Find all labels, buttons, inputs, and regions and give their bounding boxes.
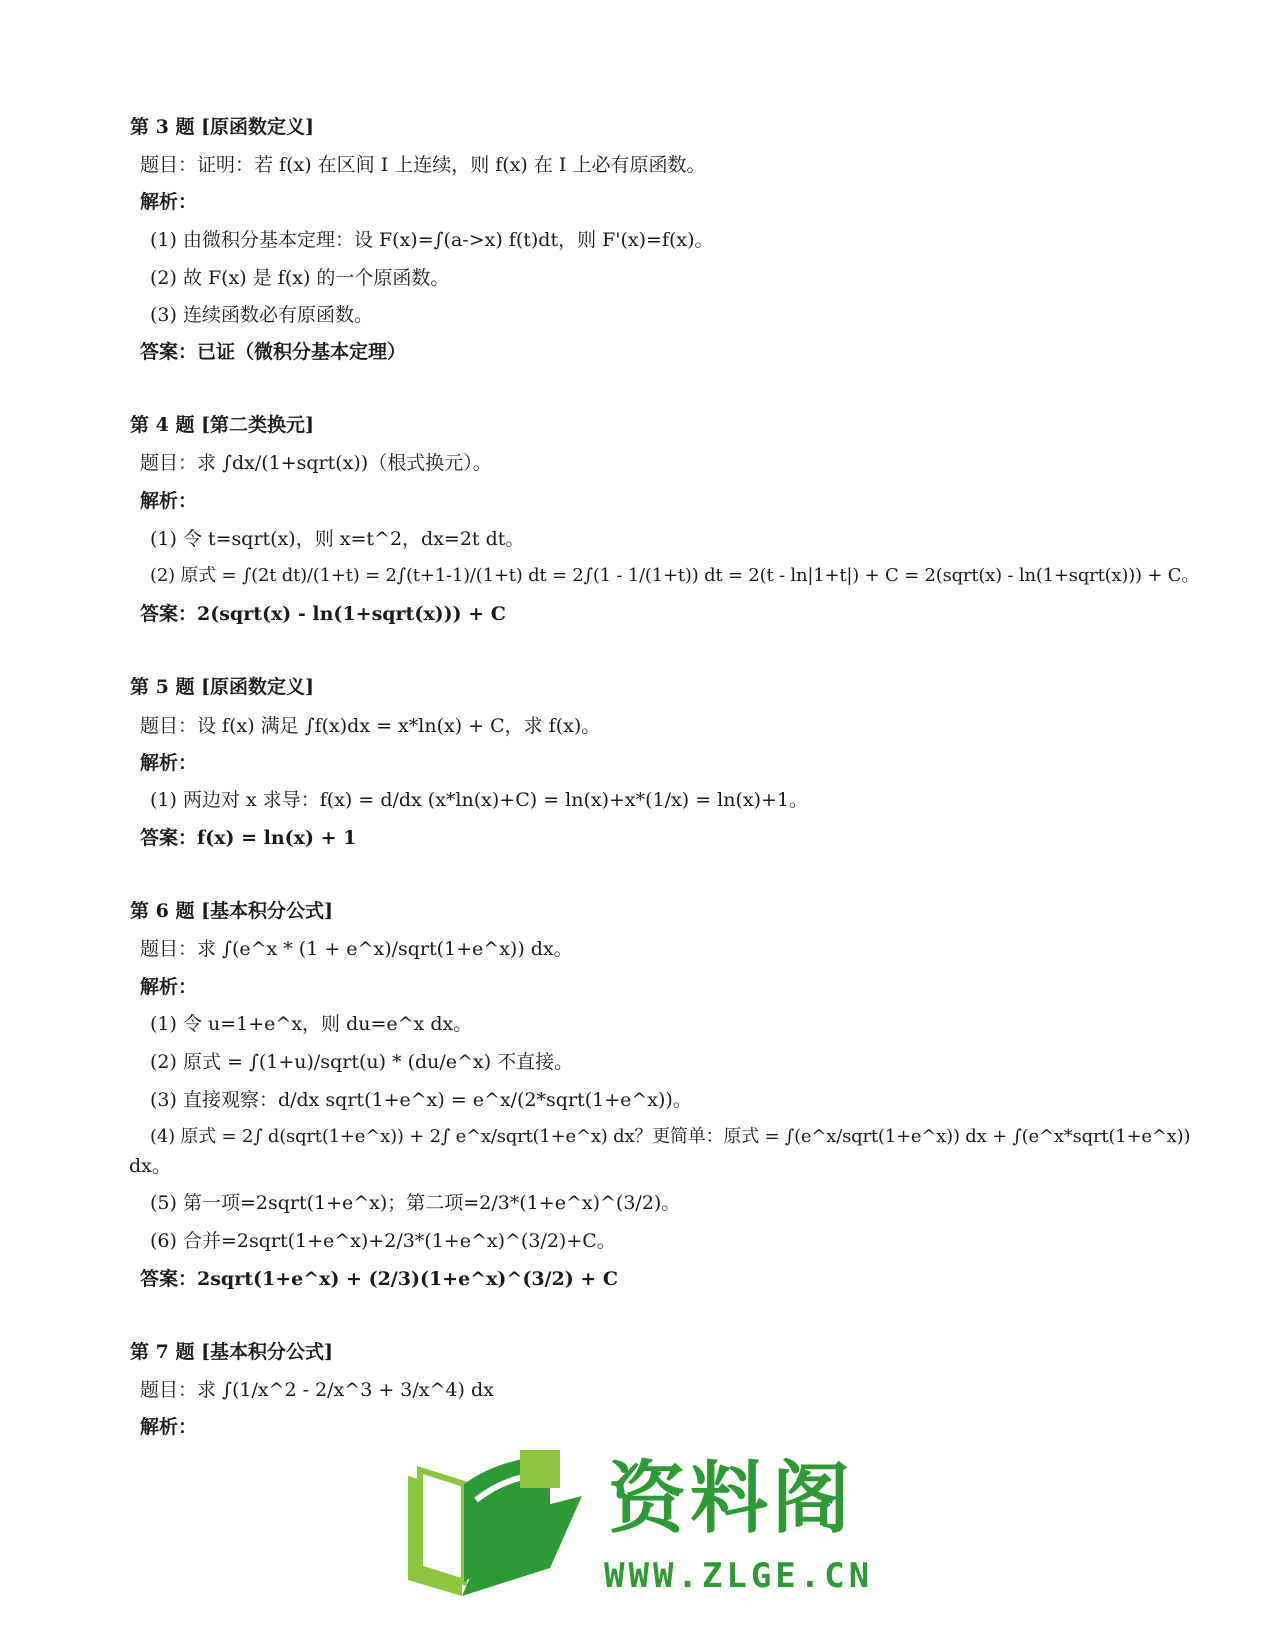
problem-4-step-2: (2) 原式 = ∫(2t dt)/(1+t) = 2∫(t+1-1)/(1+t) dt = 2∫(1 - 1/(1+t)) dt = 2(t - ln|1+t|) + C = 2(sqrt(x) - ln(1+sqrt(x))) + C。 [150, 565, 1200, 586]
problem-3-question: 题目：证明：若 f(x) 在区间 I 上连续，则 f(x) 在 I 上必有原函数。 [140, 154, 706, 176]
problem-3-analysis-label: 解析： [140, 191, 198, 213]
problem-3-step-1: (1) 由微积分基本定理：设 F(x)=∫(a->x) f(t)dt，则 F'(x)=f(x)。 [150, 229, 714, 251]
problem-6-step-1: (1) 令 u=1+e^x，则 du=e^x dx。 [150, 1013, 473, 1035]
problem-5-analysis-label: 解析： [140, 752, 198, 774]
problem-6-step-4: (4) 原式 = 2∫ d(sqrt(1+e^x)) + 2∫ e^x/sqrt(1+e^x) dx？更简单：原式 = ∫(e^x/sqrt(1+e^x)) dx + ∫(e^x*sqrt(1+e^x)) [150, 1126, 1191, 1147]
problem-3-step-2: (2) 故 F(x) 是 f(x) 的一个原函数。 [150, 267, 450, 289]
watermark-name: 资料阁 [608, 1454, 855, 1544]
problem-5-heading: 第 5 题 [原函数定义] [130, 676, 315, 698]
problem-5-question: 题目：设 f(x) 满足 ∫f(x)dx = x*ln(x) + C，求 f(x)。 [140, 715, 601, 737]
problem-6-heading: 第 6 题 [基本积分公式] [130, 900, 334, 922]
problem-7-question: 题目：求 ∫(1/x^2 - 2/x^3 + 3/x^4) dx [140, 1379, 494, 1401]
problem-6-step-4-continued: dx。 [129, 1155, 171, 1177]
problem-5-answer: 答案：f(x) = ln(x) + 1 [140, 827, 357, 849]
problem-4-answer: 答案：2(sqrt(x) - ln(1+sqrt(x))) + C [140, 603, 506, 625]
problem-4-question: 题目：求 ∫dx/(1+sqrt(x))（根式换元）。 [140, 452, 492, 474]
problem-6-question: 题目：求 ∫(e^x * (1 + e^x)/sqrt(1+e^x)) dx。 [140, 938, 573, 960]
watermark-url: WWW.ZLGE.CN [604, 1556, 874, 1596]
problem-6-step-5: (5) 第一项=2sqrt(1+e^x)；第二项=2/3*(1+e^x)^(3/2)。 [150, 1192, 681, 1214]
problem-6-step-2: (2) 原式 = ∫(1+u)/sqrt(u) * (du/e^x) 不直接。 [150, 1051, 574, 1073]
problem-7-analysis-label: 解析： [140, 1416, 198, 1438]
problem-6-step-6: (6) 合并=2sqrt(1+e^x)+2/3*(1+e^x)^(3/2)+C。 [150, 1230, 616, 1252]
problem-5-step-1: (1) 两边对 x 求导：f(x) = d/dx (x*ln(x)+C) = ln(x)+x*(1/x) = ln(x)+1。 [150, 789, 809, 811]
problem-6-step-3: (3) 直接观察：d/dx sqrt(1+e^x) = e^x/(2*sqrt(1+e^x))。 [150, 1089, 692, 1111]
problem-6-analysis-label: 解析： [140, 976, 198, 998]
book-logo-icon [400, 1448, 600, 1598]
problem-4-heading: 第 4 题 [第二类换元] [130, 414, 315, 436]
problem-4-step-1: (1) 令 t=sqrt(x)，则 x=t^2，dx=2t dt。 [150, 528, 525, 550]
problem-4-analysis-label: 解析： [140, 490, 198, 512]
problem-3-step-3: (3) 连续函数必有原函数。 [150, 304, 373, 326]
problem-3-heading: 第 3 题 [原函数定义] [130, 116, 315, 138]
watermark [400, 1448, 874, 1608]
problem-3-answer: 答案：已证（微积分基本定理） [140, 341, 407, 363]
problem-7-heading: 第 7 题 [基本积分公式] [130, 1341, 334, 1363]
problem-6-answer: 答案：2sqrt(1+e^x) + (2/3)(1+e^x)^(3/2) + C [140, 1268, 618, 1290]
